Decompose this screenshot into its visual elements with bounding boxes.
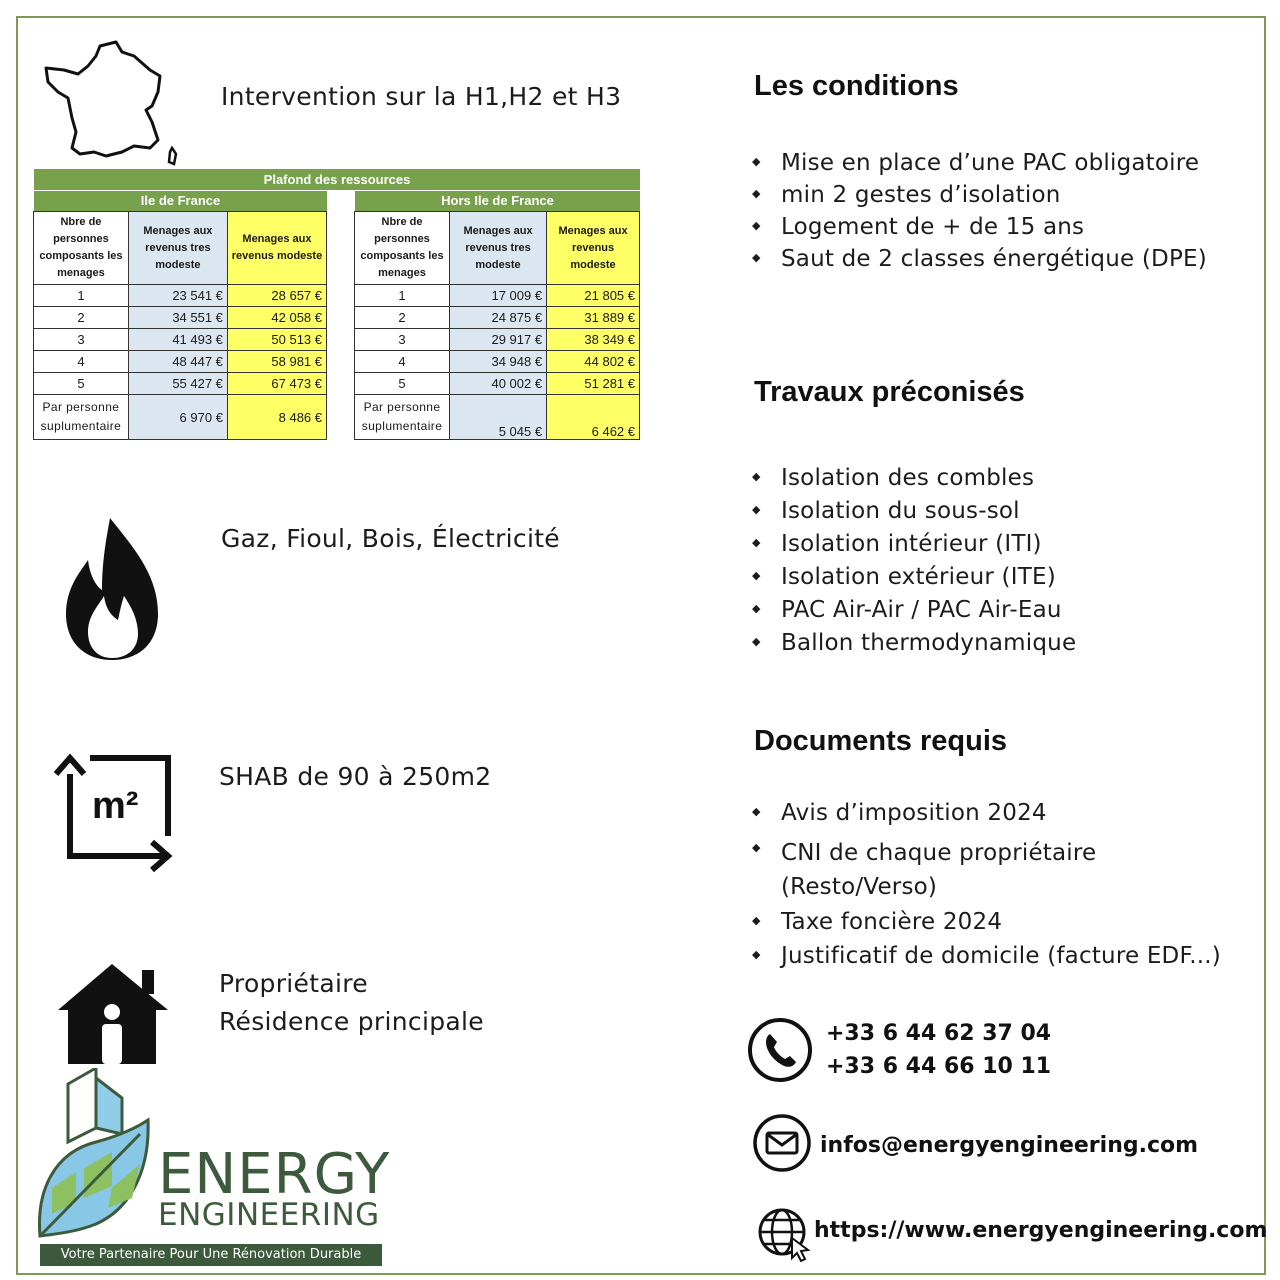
table-row: 5 55 427 € 67 473 € — [34, 373, 327, 395]
list-item: ◆ Isolation des combles — [752, 465, 1076, 491]
list-item: ◆ Isolation intérieur (ITI) — [752, 531, 1076, 557]
flame-icon — [62, 516, 162, 662]
list-item: ◆ min 2 gestes d’isolation — [752, 182, 1207, 208]
col-header-tres-modeste: Menages aux revenus tres modeste — [128, 212, 227, 285]
table-title: Plafond des ressources — [34, 169, 640, 190]
surface-icon-label: m² — [92, 785, 139, 827]
table-row: 5 40 002 € 51 281 € — [355, 373, 640, 395]
table-row: 2 34 551 € 42 058 € — [34, 307, 327, 329]
surface-label: SHAB de 90 à 250m2 — [219, 762, 492, 791]
list-item: ◆ Saut de 2 classes énergétique (DPE) — [752, 246, 1207, 272]
list-item: ◆ PAC Air-Air / PAC Air-Eau — [752, 597, 1076, 623]
energy-label: Gaz, Fioul, Bois, Électricité — [221, 524, 560, 553]
residence-label: Résidence principale — [219, 1007, 484, 1036]
phone-number-2[interactable]: +33 6 44 66 10 11 — [826, 1054, 1052, 1079]
list-item: ◆ Isolation du sous-sol — [752, 498, 1076, 524]
email-link[interactable]: infos@energyengineering.com — [820, 1133, 1199, 1158]
table-row: 4 48 447 € 58 981 € — [34, 351, 327, 373]
zones-label: Intervention sur la H1,H2 et H3 — [221, 82, 622, 111]
travaux-list — [752, 465, 1076, 656]
documents-title: Documents requis — [754, 725, 1007, 757]
owner-label: Propriétaire — [219, 969, 368, 998]
table-row: 3 29 917 € 38 349 € — [355, 329, 640, 351]
documents-list — [752, 800, 1222, 969]
energy-engineering-logo-icon — [36, 1068, 154, 1238]
list-item: ◆ CNI de chaque propriétaire (Resto/Verso) — [752, 836, 1101, 904]
table-row: 3 41 493 € 50 513 € — [34, 329, 327, 351]
table-row: 2 24 875 € 31 889 € — [355, 307, 640, 329]
col-header-modeste: Menages aux revenus modeste — [227, 212, 326, 285]
col-header-persons: Nbre de personnes composants les menages — [34, 212, 129, 285]
phone-number-1[interactable]: +33 6 44 62 37 04 — [826, 1021, 1052, 1046]
table-region-idf: Ile de France — [34, 191, 327, 211]
travaux-title: Travaux préconisés — [754, 376, 1025, 408]
table-row-extra: Par personne suplumentaire 6 970 € 8 486 € — [34, 395, 327, 440]
table-row: 1 23 541 € 28 657 € — [34, 285, 327, 307]
table-row: 1 17 009 € 21 805 € — [355, 285, 640, 307]
brand-name-line1: ENERGY — [158, 1142, 391, 1207]
table-region-hors: Hors Ile de France — [355, 191, 640, 211]
col-header-persons: Nbre de personnes composants les menages — [355, 212, 450, 285]
list-item: ◆ Justificatif de domicile (facture EDF...) — [752, 943, 1222, 969]
conditions-list — [752, 150, 1207, 272]
globe-icon — [756, 1206, 812, 1262]
brand-tagline: Votre Partenaire Pour Une Rénovation Durable — [40, 1244, 382, 1266]
list-item: ◆ Ballon thermodynamique — [752, 630, 1076, 656]
col-header-modeste: Menages aux revenus modeste — [547, 212, 640, 285]
list-item: ◆ Mise en place d’une PAC obligatoire — [752, 150, 1207, 176]
france-map-icon — [38, 36, 188, 170]
brand-name-line2: ENGINEERING — [158, 1197, 380, 1233]
table-hors — [354, 211, 640, 440]
list-item: ◆ Isolation extérieur (ITE) — [752, 564, 1076, 590]
list-item: ◆ Avis d’imposition 2024 — [752, 800, 1222, 826]
list-item: ◆ Logement de + de 15 ans — [752, 214, 1207, 240]
col-header-tres-modeste: Menages aux revenus tres modeste — [450, 212, 547, 285]
list-item: ◆ Taxe foncière 2024 — [752, 909, 1222, 935]
conditions-title: Les conditions — [754, 70, 959, 102]
phone-icon — [746, 1016, 814, 1084]
table-row: 4 34 948 € 44 802 € — [355, 351, 640, 373]
house-person-icon — [56, 960, 172, 1066]
email-icon — [752, 1113, 814, 1173]
table-idf — [33, 211, 327, 440]
table-row-extra: Par personne suplumentaire 5 045 € 6 462 € — [355, 395, 640, 440]
website-link[interactable]: https://www.energyengineering.com — [814, 1218, 1268, 1243]
